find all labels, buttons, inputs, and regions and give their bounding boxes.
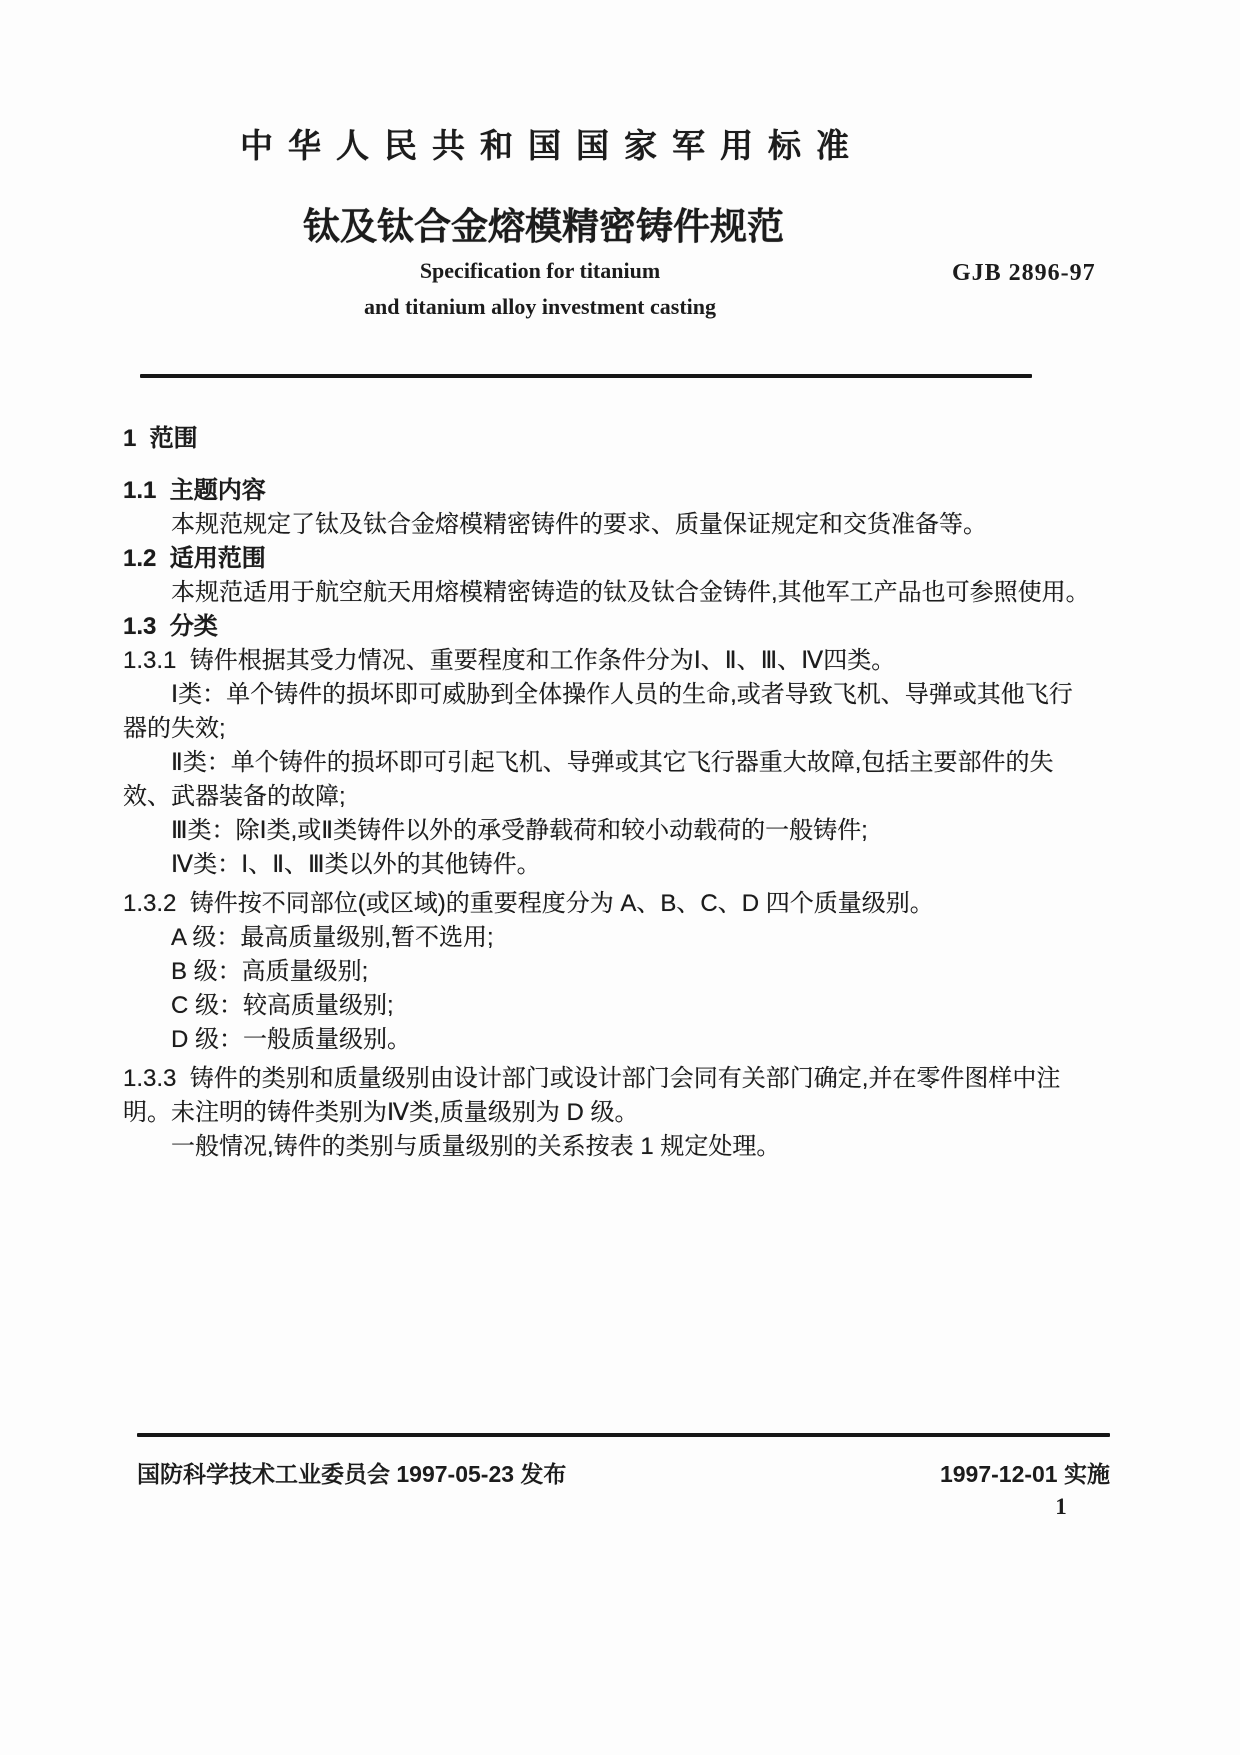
body-line: D 级：一般质量级别。 <box>171 1026 411 1053</box>
body-line: C 级：较高质量级别; <box>171 992 394 1019</box>
footer-issuer-and-issue-date: 国防科学技术工业委员会 1997-05-23 发布 <box>137 1461 567 1487</box>
body-line: Ⅰ类：单个铸件的损坏即可威胁到全体操作人员的生命,或者导致飞机、导弹或其他飞行 <box>171 681 1073 708</box>
body-line: 1 范围 <box>123 425 198 452</box>
body-line: 1.3.3 铸件的类别和质量级别由设计部门或设计部门会同有关部门确定,并在零件图样中注 <box>123 1065 1061 1092</box>
body-line: Ⅳ类：Ⅰ、Ⅱ、Ⅲ类以外的其他铸件。 <box>171 851 541 878</box>
body-line: Ⅱ类：单个铸件的损坏即可引起飞机、导弹或其它飞行器重大故障,包括主要部件的失 <box>171 749 1054 776</box>
body-line: 效、武器装备的故障; <box>123 783 346 810</box>
body-line: 器的失效; <box>123 715 226 742</box>
body-line: B 级：高质量级别; <box>171 958 369 985</box>
body-line: 1.3.1 铸件根据其受力情况、重要程度和工作条件分为Ⅰ、Ⅱ、Ⅲ、Ⅳ四类。 <box>123 647 896 674</box>
footer-effective-date: 1997-12-01 实施 <box>939 1461 1110 1487</box>
document-title-en-line2: and titanium alloy investment casting <box>363 294 717 319</box>
header-rule <box>140 374 1032 378</box>
body-line: 1.3.2 铸件按不同部位(或区域)的重要程度分为 A、B、C、D 四个质量级别。 <box>123 890 934 917</box>
standard-number: GJB 2896-97 <box>952 260 1096 286</box>
body-line: 本规范规定了钛及钛合金熔模精密铸件的要求、质量保证规定和交货准备等。 <box>171 511 987 538</box>
standard-name-heading: 中华人民共和国国家军用标准 <box>240 127 864 164</box>
body-line: 1.1 主题内容 <box>123 477 266 504</box>
body-line: 一般情况,铸件的类别与质量级别的关系按表 1 规定处理。 <box>171 1133 781 1160</box>
body-line: A 级：最高质量级别,暂不选用; <box>171 924 494 951</box>
body-line: 本规范适用于航空航天用熔模精密铸造的钛及钛合金铸件,其他军工产品也可参照使用。 <box>171 579 1090 606</box>
footer-rule <box>137 1433 1110 1437</box>
body-text <box>123 422 1135 1164</box>
body-line: Ⅲ类：除Ⅰ类,或Ⅱ类铸件以外的承受静载荷和较小动载荷的一般铸件; <box>171 817 868 844</box>
page-number: 1 <box>1055 1494 1067 1519</box>
body-line: 1.2 适用范围 <box>123 545 266 572</box>
document-title-en-line1: Specification for titanium <box>419 258 661 283</box>
body-line: 明。未注明的铸件类别为Ⅳ类,质量级别为 D 级。 <box>123 1099 639 1126</box>
document-title-cn: 钛及钛合金熔模精密铸件规范 <box>303 206 784 247</box>
body-line: 1.3 分类 <box>123 613 218 640</box>
